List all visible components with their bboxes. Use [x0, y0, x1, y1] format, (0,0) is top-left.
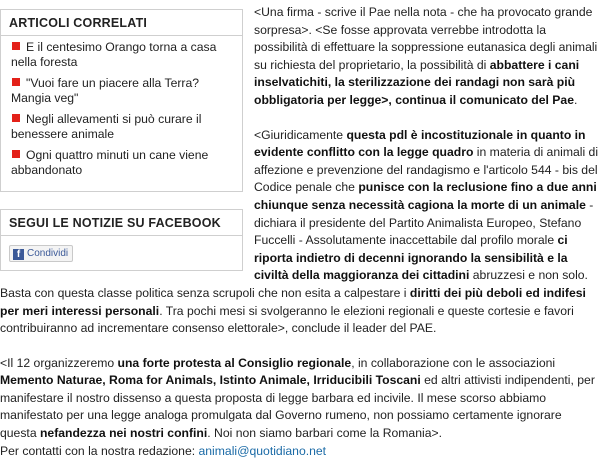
facebook-box: [0, 209, 243, 271]
article-bold-text: Memento Naturae, Roma for Animals, Istinto Animale, Irriducibili Toscani: [0, 373, 421, 388]
contact-line: [0, 443, 601, 461]
related-article-link[interactable]: Negli allevamenti si può curare il benessere animale: [11, 112, 202, 141]
article-text: .: [573, 92, 578, 107]
facebook-box-title: SEGUI LE NOTIZIE SU FACEBOOK: [1, 210, 242, 236]
article-bold-text: questa pdl è incostituzionale in quanto in evidente conflitto con la legge quadro: [254, 127, 586, 160]
contact-text: Per contatti con la nostra redazione:: [0, 443, 199, 458]
article-bold-text: abbattere i cani inselvatichiti, la sterilizzazione dei randagi non sarà più obbligatoria per legge>, continua il comunicato del Pae: [254, 57, 580, 107]
article-text: abruzzesi e non solo. Basta con questa classe politica senza scrupoli che non esita a calpestare i: [0, 268, 588, 300]
article-bold-text: punisce con la reclusione fino a due anni chiunque senza necessità cagiona la morte di un animale: [254, 180, 597, 212]
contact-email-link[interactable]: animali@quotidiano.net: [198, 443, 327, 458]
related-articles-list: [1, 36, 242, 178]
article-text: , in collaborazione con le associazioni: [351, 355, 556, 370]
red-square-bullet-icon: [12, 78, 20, 86]
article-bold-text: una forte protesta al Consiglio regionale: [117, 355, 352, 370]
article-text: <Il 12 organizzeremo: [0, 355, 118, 370]
red-square-bullet-icon: [12, 150, 20, 158]
article-bold-text: ci riporta indietro di decenni ignorando la sensibilità e la civiltà della maggioranza dei cittadini: [254, 233, 568, 283]
facebook-share-button[interactable]: [9, 245, 73, 262]
related-article-item[interactable]: [11, 112, 236, 142]
related-article-link[interactable]: "Vuoi fare un piacere alla Terra? Mangia veg": [11, 76, 200, 105]
facebook-icon: f: [13, 249, 24, 260]
article-text: ed altri attivisti indipendenti, per manifestare il nostro dissenso a questa proposta di legge barbara ed incivile. Il mese scorso abbiamo manifestato per una legge analoga promulgata dal Governo rumeno, non possiamo certamente ignorare questa: [0, 373, 595, 441]
related-articles-title: ARTICOLI CORRELATI: [1, 10, 242, 36]
article-text: <Una firma - scrive il Pae nella nota - che ha provocato grande sorpresa>. <Se fosse approvata verrebbe introdotta la possibilità di effettuare la soppressione eutanasica degli animali su richiesta del proprietario, la possibilità di: [254, 5, 598, 72]
red-square-bullet-icon: [12, 114, 20, 122]
article-text: . Noi non siamo barbari come la Romania>.: [207, 426, 442, 441]
article-bold-text: nefandezza nei nostri confini: [39, 426, 208, 441]
related-article-item[interactable]: [11, 40, 236, 70]
related-article-item[interactable]: [11, 76, 236, 106]
related-article-link[interactable]: Ogni quattro minuti un cane viene abbandonato: [11, 148, 209, 177]
article-text: . Tra pochi mesi si svolgeranno le elezioni regionali e queste cortesie e favori contribuiranno ad incrementare consenso elettorale>, conclude il leader del PAE.: [0, 303, 574, 336]
article-text: in materia di animali di affezione e prevenzione del randagismo e l'articolo 544 - bis del Codice penale che: [254, 145, 599, 195]
article-paragraph-3: [0, 355, 601, 443]
related-article-link[interactable]: E il centesimo Orango torna a casa nella foresta: [11, 40, 217, 69]
related-article-item[interactable]: [11, 148, 236, 178]
article-text: - dichiara il presidente del Partito Animalista Europeo, Stefano Fuccelli - Assolutamente inaccettabile dal profilo morale: [254, 197, 594, 248]
red-square-bullet-icon: [12, 42, 20, 50]
related-articles-box: [0, 9, 243, 192]
share-button-label: Condividi: [27, 248, 69, 259]
article-text: <Giuridicamente: [254, 127, 347, 142]
article-bold-text: diritti dei più deboli ed indifesi per meri interessi personali: [0, 285, 586, 318]
